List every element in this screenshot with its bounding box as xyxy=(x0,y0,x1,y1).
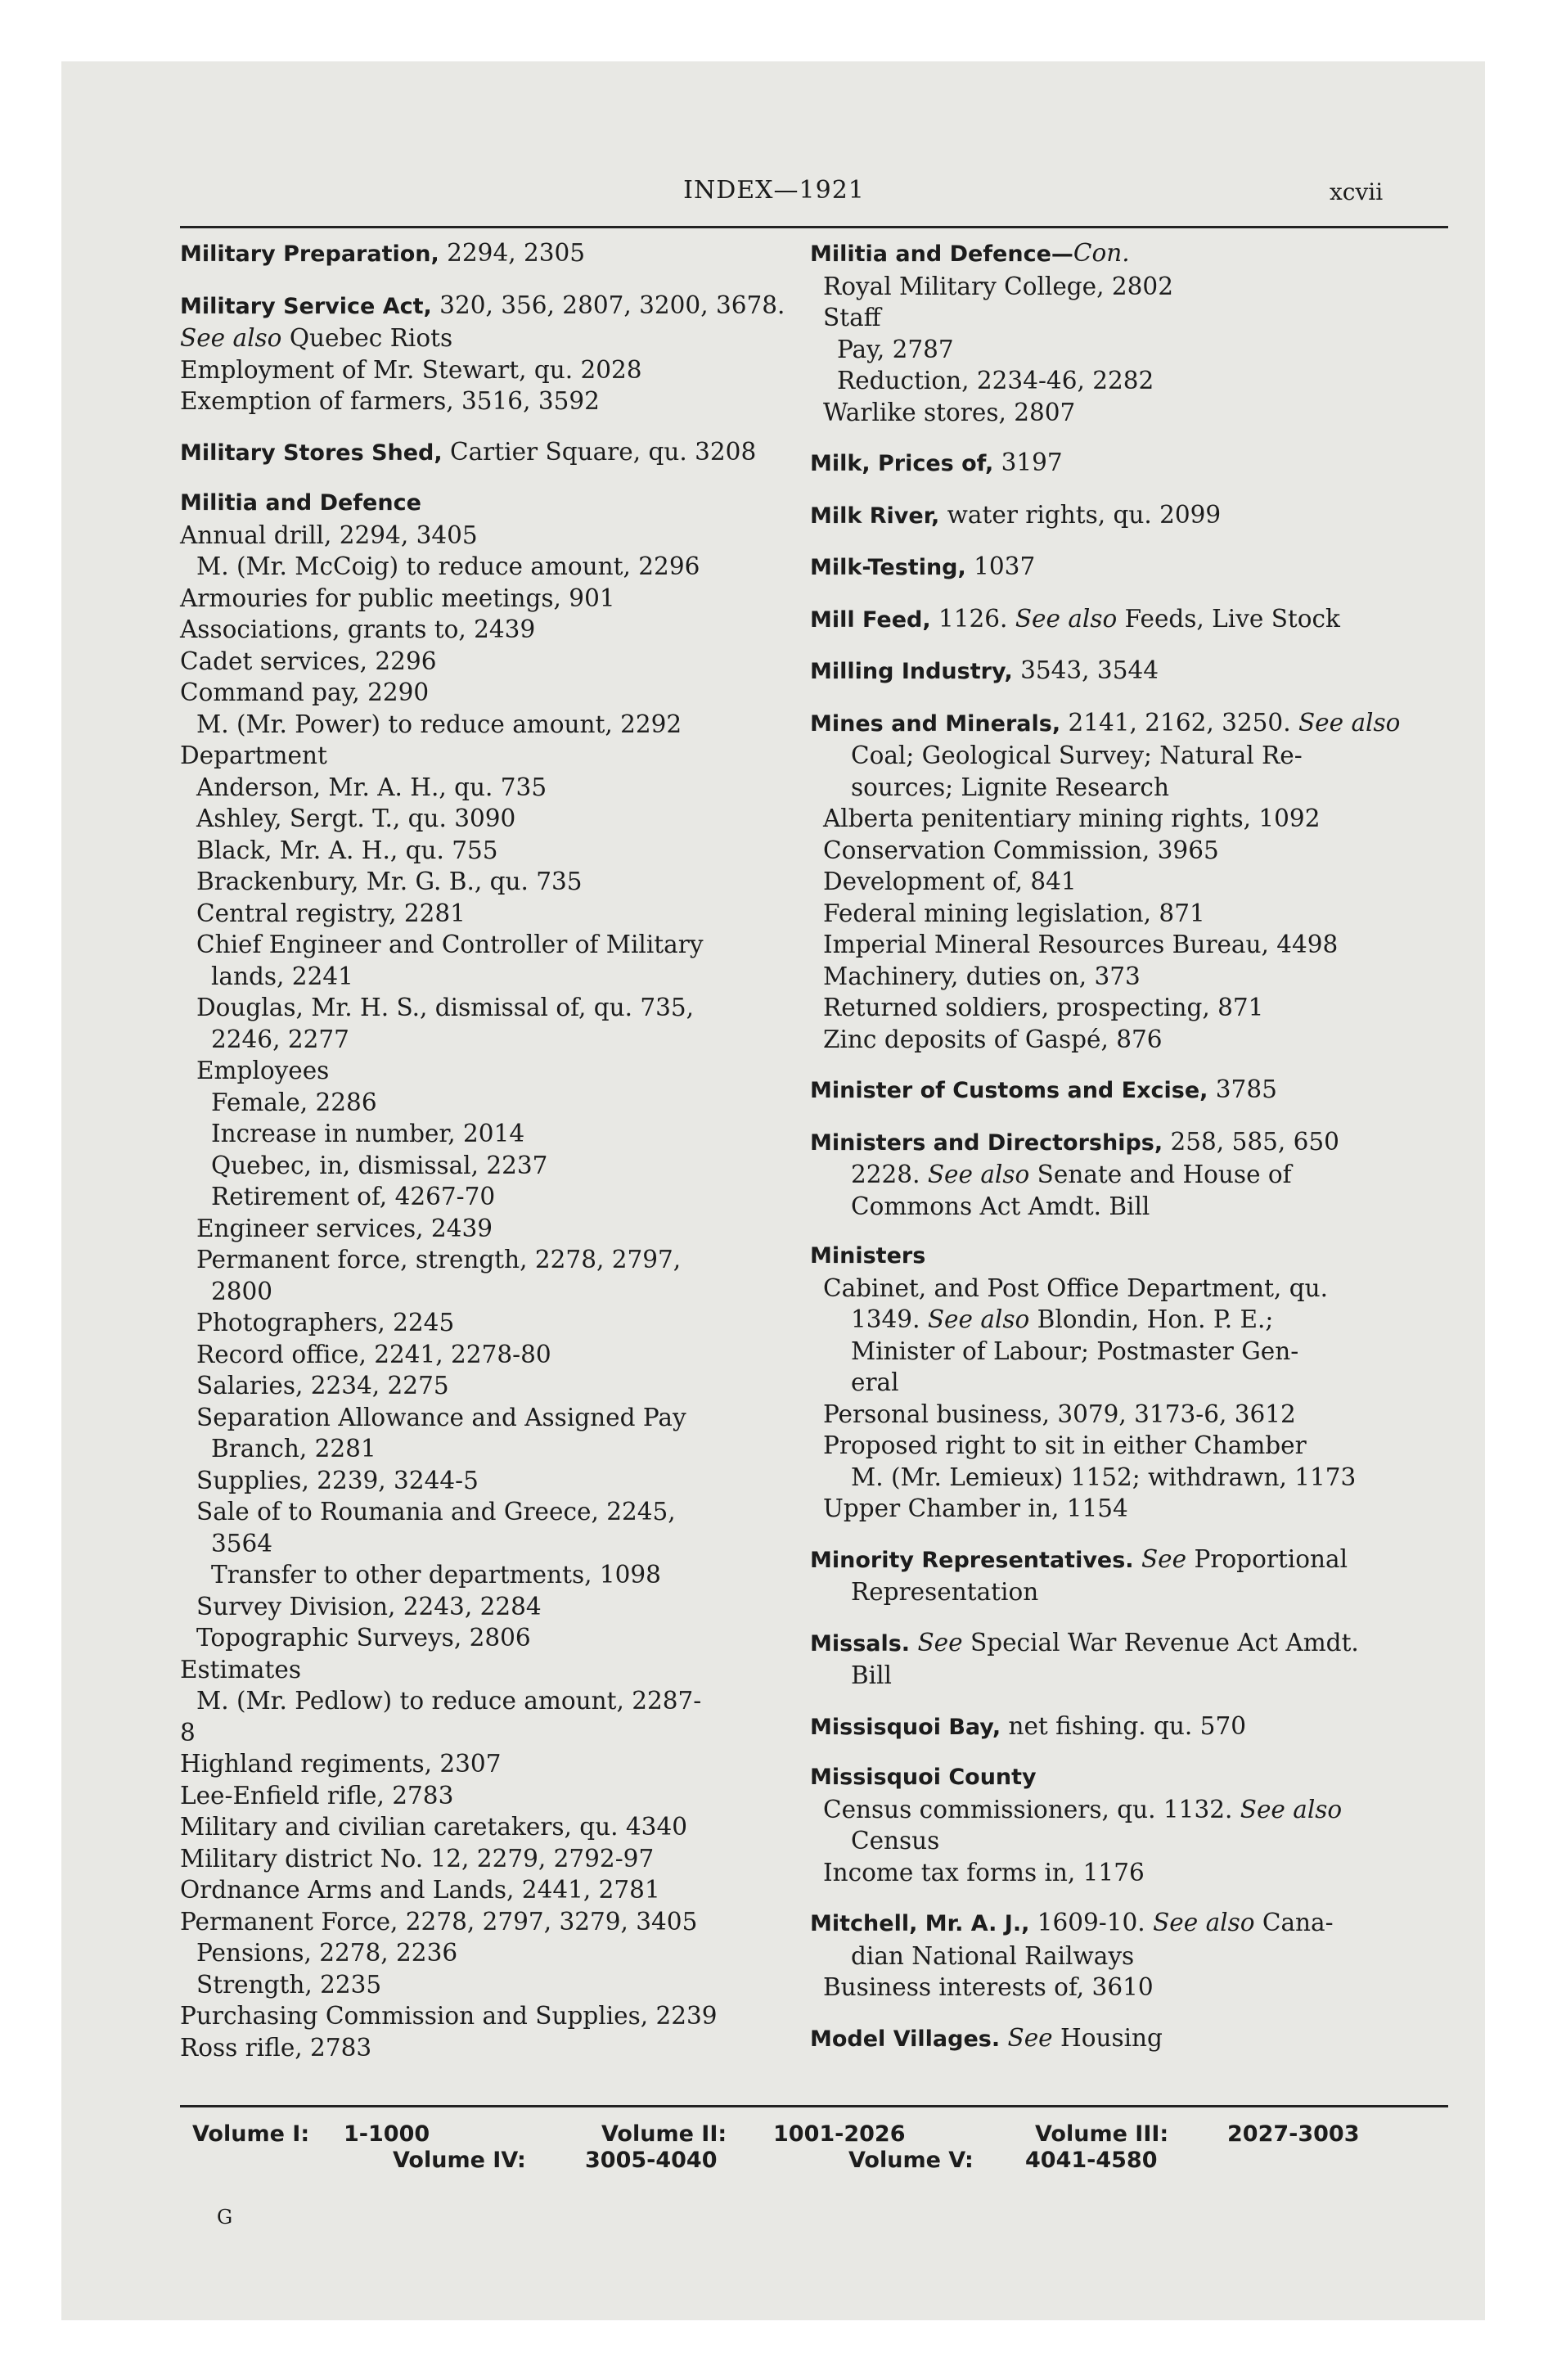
entry-text: Estimates xyxy=(180,1655,301,1684)
index-entry xyxy=(810,1241,1415,1525)
sub-entry xyxy=(180,1528,777,1560)
entry-text: Reduction, 2234-46, 2282 xyxy=(837,367,1154,394)
sub-entry xyxy=(180,1024,777,1056)
sub-entry xyxy=(810,271,1415,303)
entry-text: Staff xyxy=(823,304,881,331)
page-number: xcvii xyxy=(1330,178,1384,205)
entry-heading xyxy=(810,237,1415,271)
sub-entry xyxy=(180,1780,777,1812)
see-also: See xyxy=(1007,2023,1053,2052)
entry-text: M. (Mr. Power) to reduce amount, 2292 xyxy=(196,710,682,738)
entry-text: Supplies, 2239, 3244-5 xyxy=(196,1466,479,1494)
entry-text: lands, 2241 xyxy=(211,962,353,990)
sub-entry xyxy=(180,929,777,961)
sub-entry xyxy=(180,898,777,930)
see-also: See also xyxy=(1153,1909,1255,1936)
heading-refs: 1609-10. xyxy=(1029,1909,1154,1936)
sub-entry xyxy=(810,992,1415,1024)
sub-entry xyxy=(810,1857,1415,1889)
entry-text: Census xyxy=(851,1827,940,1855)
sub-entry xyxy=(810,1576,1415,1608)
heading-term: Military Stores Shed, xyxy=(180,439,443,466)
entry-text: Employment of Mr. Stewart, qu. 2028 xyxy=(180,355,642,384)
index-entry xyxy=(180,237,777,271)
entry-text: Warlike stores, 2807 xyxy=(823,398,1076,426)
entry-text: Highland regiments, 2307 xyxy=(180,1750,502,1778)
entry-text: Minister of Labour; Postmaster Gen- xyxy=(851,1336,1299,1365)
sub-entry xyxy=(810,1941,1415,1972)
entry-text: Bill xyxy=(851,1661,892,1689)
sub-entry xyxy=(810,1660,1415,1692)
see-also: See xyxy=(917,1628,963,1657)
sub-entry xyxy=(810,1367,1415,1399)
heading-refs: 2294, 2305 xyxy=(439,239,586,267)
entry-text: Cadet services, 2296 xyxy=(180,647,437,675)
sub-entry xyxy=(180,1244,777,1276)
heading-continued: Con. xyxy=(1073,239,1130,267)
heading-term: Military Preparation, xyxy=(180,241,439,267)
header-rule xyxy=(180,226,1448,228)
entry-text: Income tax forms in, 1176 xyxy=(823,1858,1145,1886)
heading-term: Military Service Act, xyxy=(180,293,432,319)
entry-text: Engineer services, 2439 xyxy=(196,1214,493,1242)
entry-text: Permanent Force, 2278, 2797, 3279, 3405 xyxy=(180,1907,698,1936)
index-entry xyxy=(810,447,1415,480)
heading-refs: Cana- xyxy=(1254,1909,1334,1936)
entry-text: Personal business, 3079, 3173-6, 3612 xyxy=(823,1400,1296,1428)
heading-term: Missals. xyxy=(810,1630,911,1657)
entry-text: Military district No. 12, 2279, 2792-97 xyxy=(180,1844,655,1873)
entry-heading xyxy=(810,1627,1415,1661)
heading-refs: 258, 585, 650 xyxy=(1163,1127,1339,1156)
heading-term: Model Villages. xyxy=(810,2026,1001,2052)
heading-term: Militia and Defence xyxy=(180,490,421,516)
entry-heading xyxy=(810,603,1415,637)
entry-text: Survey Division, 2243, 2284 xyxy=(196,1592,542,1620)
heading-term: Milk, Prices of, xyxy=(810,451,994,476)
entry-text: Upper Chamber in, 1154 xyxy=(823,1494,1128,1522)
entry-text: Ashley, Sergt. T., qu. 3090 xyxy=(196,805,516,832)
sub-entry xyxy=(180,1906,777,1938)
index-entry xyxy=(810,1074,1415,1107)
heading-refs: 3785 xyxy=(1208,1075,1277,1103)
heading-refs xyxy=(1134,1545,1141,1573)
volume-4-label: Volume IV: xyxy=(393,2148,526,2173)
heading-term: Ministers and Directorships, xyxy=(810,1129,1163,1156)
entry-heading xyxy=(180,237,777,271)
entry-text: eral xyxy=(851,1368,899,1396)
signature-mark: G xyxy=(217,2206,233,2229)
volume-3-label: Volume III: xyxy=(1035,2121,1169,2147)
sub-entry xyxy=(180,354,777,386)
sub-entry xyxy=(180,803,777,835)
entry-text: Douglas, Mr. H. S., dismissal of, qu. 735, xyxy=(196,994,695,1021)
index-entry xyxy=(810,1711,1415,1744)
index-entry xyxy=(810,499,1415,533)
sub-entry xyxy=(810,866,1415,898)
page-title: INDEX—1921 xyxy=(683,176,865,205)
index-entry xyxy=(810,707,1415,1056)
sub-entry xyxy=(810,1304,1415,1336)
entry-text: Pensions, 2278, 2236 xyxy=(196,1939,458,1967)
sub-entry xyxy=(180,992,777,1024)
entry-heading xyxy=(810,1241,1415,1273)
sub-entry xyxy=(810,1273,1415,1305)
sub-entry xyxy=(180,1087,777,1119)
heading-refs: 3543, 3544 xyxy=(1012,656,1159,684)
sub-entry xyxy=(180,322,777,354)
entry-text: Purchasing Commission and Supplies, 2239 xyxy=(180,2002,718,2030)
entry-text: Permanent force, strength, 2278, 2797, xyxy=(196,1246,682,1273)
sub-entry xyxy=(810,334,1415,366)
sub-entry xyxy=(180,1213,777,1245)
heading-term: Mill Feed, xyxy=(810,606,931,633)
heading-refs: 1126. xyxy=(930,604,1015,633)
sub-entry xyxy=(810,1794,1415,1826)
see-also: See xyxy=(1141,1544,1187,1573)
see-also: See also xyxy=(1015,604,1118,633)
volume-4-range: 3005-4040 xyxy=(585,2148,718,2173)
heading-refs: 2141, 2162, 3250. xyxy=(1060,708,1298,737)
sub-entry xyxy=(810,929,1415,961)
entry-text: Alberta penitentiary mining rights, 1092 xyxy=(823,805,1321,832)
entry-text: dian National Railways xyxy=(851,1941,1135,1970)
entry-text: Sale of to Roumania and Greece, 2245, xyxy=(196,1498,676,1526)
entry-text: Commons Act Amdt. Bill xyxy=(851,1192,1150,1220)
entry-text: 2246, 2277 xyxy=(211,1025,349,1053)
sub-entry xyxy=(180,1937,777,1969)
sub-entry xyxy=(180,740,777,772)
entry-text: Retirement of, 4267-70 xyxy=(211,1183,496,1210)
heading-refs: Proportional xyxy=(1186,1544,1348,1573)
entry-text: Topographic Surveys, 2806 xyxy=(196,1624,531,1652)
sub-entry xyxy=(180,677,777,709)
sub-entry xyxy=(180,1559,777,1591)
sub-entry xyxy=(810,302,1415,334)
sub-entry xyxy=(180,1276,777,1308)
entry-heading xyxy=(180,290,785,323)
sub-entry xyxy=(180,551,777,583)
entry-text: Development of, 841 xyxy=(823,868,1077,895)
entry-text: Command pay, 2290 xyxy=(180,678,430,706)
sub-entry xyxy=(180,1307,777,1339)
sub-entry xyxy=(180,1622,777,1654)
heading-term: Ministers xyxy=(810,1243,926,1269)
entry-heading xyxy=(810,655,1415,688)
volume-1-label: Volume I: xyxy=(192,2121,310,2147)
sub-entry xyxy=(810,1159,1415,1191)
entry-text: Representation xyxy=(851,1578,1039,1606)
entry-text: Proposed right to sit in either Chamber xyxy=(823,1431,1307,1459)
index-entry xyxy=(810,237,1415,428)
entry-text: M. (Mr. Pedlow) to reduce amount, 2287- xyxy=(196,1687,702,1715)
entry-heading xyxy=(810,1711,1415,1744)
sub-entry xyxy=(180,961,777,993)
sub-entry xyxy=(180,1843,777,1875)
sub-entry xyxy=(180,709,777,741)
volume-1-range: 1-1000 xyxy=(344,2121,430,2147)
sub-entry xyxy=(180,2032,777,2064)
footer-rule xyxy=(180,2105,1448,2107)
index-entry xyxy=(810,603,1415,637)
index-entry xyxy=(180,290,785,417)
sub-entry xyxy=(810,1399,1415,1431)
entry-text: Associations, grants to, 2439 xyxy=(180,615,536,643)
sub-entry xyxy=(180,1748,777,1780)
heading-term: Militia and Defence— xyxy=(810,241,1073,267)
see-also: See also xyxy=(1240,1795,1343,1823)
sub-entry xyxy=(180,2000,777,2032)
sub-entry xyxy=(180,520,777,552)
entry-text: Business interests of, 3610 xyxy=(823,1973,1154,2001)
entry-text: Lee-Enfield rifle, 2783 xyxy=(180,1781,454,1810)
sub-entry xyxy=(810,397,1415,429)
entry-heading xyxy=(810,1762,1415,1794)
sub-entry xyxy=(180,614,777,646)
index-entry xyxy=(810,551,1415,584)
entry-heading xyxy=(180,436,777,470)
entry-heading xyxy=(810,499,1415,533)
entry-text: Coal; Geological Survey; Natural Re- xyxy=(851,741,1303,769)
heading-term: Mines and Minerals, xyxy=(810,710,1061,737)
entry-text: 8 xyxy=(180,1718,196,1747)
sub-entry xyxy=(810,1493,1415,1525)
entry-text: Employees xyxy=(196,1057,330,1084)
entry-text: Machinery, duties on, 373 xyxy=(823,962,1141,990)
sub-entry xyxy=(180,1874,777,1906)
sub-entry xyxy=(180,1118,777,1150)
entry-text: Anderson, Mr. A. H., qu. 735 xyxy=(196,773,547,801)
entry-text: M. (Mr. McCoig) to reduce amount, 2296 xyxy=(196,552,700,580)
sub-entry xyxy=(810,1191,1415,1223)
entry-text: Ross rifle, 2783 xyxy=(180,2033,372,2062)
sub-entry xyxy=(180,1181,777,1213)
sub-entry xyxy=(810,1462,1415,1494)
index-entry xyxy=(810,1627,1415,1692)
see-also: See also xyxy=(180,324,282,352)
entry-text: Returned soldiers, prospecting, 871 xyxy=(823,994,1264,1021)
entry-text: M. (Mr. Lemieux) 1152; withdrawn, 1173 xyxy=(851,1463,1357,1491)
index-entry xyxy=(810,1544,1415,1608)
sub-entry xyxy=(810,1972,1415,2004)
entry-text: Annual drill, 2294, 3405 xyxy=(180,521,478,549)
entry-text: Royal Military College, 2802 xyxy=(823,272,1173,300)
entry-text: 1349. xyxy=(851,1305,928,1333)
entry-text: Exemption of farmers, 3516, 3592 xyxy=(180,387,600,415)
sub-entry xyxy=(180,385,777,417)
sub-entry xyxy=(810,740,1415,772)
entry-heading xyxy=(810,1907,1415,1941)
volume-2-label: Volume II: xyxy=(601,2121,727,2147)
entry-text: Record office, 2241, 2278-80 xyxy=(196,1340,551,1368)
sub-entry xyxy=(810,898,1415,930)
entry-text: Transfer to other departments, 1098 xyxy=(211,1561,661,1589)
sub-entry xyxy=(180,1339,777,1371)
heading-term: Milling Industry, xyxy=(810,659,1013,684)
index-entry xyxy=(810,1762,1415,1888)
sub-entry xyxy=(810,1430,1415,1462)
heading-term: Missisquoi Bay, xyxy=(810,1714,1001,1740)
entry-text: Central registry, 2281 xyxy=(196,899,466,927)
heading-refs: 320, 356, 2807, 3200, 3678. xyxy=(431,291,785,319)
index-entry xyxy=(810,1907,1415,2004)
entry-text: Senate and House of xyxy=(1029,1161,1292,1188)
heading-refs: 3197 xyxy=(993,449,1063,476)
heading-refs: 1037 xyxy=(965,552,1036,580)
sub-entry xyxy=(810,772,1415,804)
see-also: See also xyxy=(927,1161,1030,1188)
heading-term: Minority Representatives. xyxy=(810,1547,1134,1573)
sub-entry xyxy=(180,1811,777,1843)
sub-entry xyxy=(180,866,777,898)
sub-entry xyxy=(180,1717,777,1749)
sub-entry xyxy=(810,803,1415,835)
heading-refs: Housing xyxy=(1052,2023,1163,2052)
volume-5-range: 4041-4580 xyxy=(1025,2148,1158,2173)
index-entry xyxy=(810,1126,1415,1223)
entry-text: 3564 xyxy=(211,1529,273,1557)
sub-entry xyxy=(810,1336,1415,1368)
sub-entry xyxy=(180,1465,777,1497)
entry-text: Conservation Commission, 3965 xyxy=(823,836,1219,864)
sub-entry xyxy=(810,365,1415,397)
sub-entry xyxy=(180,1654,777,1686)
index-column-left xyxy=(180,237,785,2082)
entry-text: Zinc deposits of Gaspé, 876 xyxy=(823,1025,1163,1053)
entry-text: Photographers, 2245 xyxy=(196,1309,455,1336)
entry-text: Branch, 2281 xyxy=(211,1435,376,1463)
sub-entry xyxy=(180,1433,777,1465)
sub-entry xyxy=(810,1825,1415,1857)
heading-refs: water rights, qu. 2099 xyxy=(939,500,1222,529)
heading-term: Milk River, xyxy=(810,503,940,529)
entry-text: Black, Mr. A. H., qu. 755 xyxy=(196,836,498,864)
index-entry xyxy=(180,488,777,2063)
see-also: See also xyxy=(927,1305,1030,1333)
sub-entry xyxy=(180,1402,777,1434)
entry-text: Federal mining legislation, 871 xyxy=(823,899,1205,927)
volume-5-label: Volume V: xyxy=(848,2148,974,2173)
entry-text: Cabinet, and Post Office Department, qu. xyxy=(823,1273,1328,1302)
sub-entry xyxy=(180,583,777,615)
sub-entry xyxy=(180,1969,777,2001)
entry-heading xyxy=(810,551,1415,584)
entry-heading xyxy=(810,1544,1415,1577)
entry-text: Salaries, 2234, 2275 xyxy=(196,1372,449,1400)
sub-entry xyxy=(180,1055,777,1087)
entry-heading xyxy=(810,1126,1415,1160)
sub-entry xyxy=(180,1685,777,1717)
sub-entry xyxy=(180,772,777,804)
entry-text: Armouries for public meetings, 901 xyxy=(180,584,615,612)
sub-entry xyxy=(180,835,777,867)
heading-refs: Special War Revenue Act Amdt. xyxy=(962,1628,1359,1657)
entry-refs: Quebec Riots xyxy=(281,324,453,352)
heading-term: Milk-Testing, xyxy=(810,555,966,580)
entry-text: Brackenbury, Mr. G. B., qu. 735 xyxy=(196,868,583,895)
sub-entry xyxy=(180,646,777,678)
sub-entry xyxy=(810,1024,1415,1056)
heading-refs: Cartier Square, qu. 3208 xyxy=(442,437,757,466)
sub-entry xyxy=(180,1591,777,1623)
entry-text: Imperial Mineral Resources Bureau, 4498 xyxy=(823,931,1339,958)
entry-text: Female, 2286 xyxy=(211,1088,377,1116)
heading-term: Minister of Customs and Excise, xyxy=(810,1078,1208,1103)
entry-text: Chief Engineer and Controller of Military xyxy=(196,931,704,958)
entry-heading xyxy=(810,2022,1415,2056)
sub-entry xyxy=(810,961,1415,993)
entry-heading xyxy=(180,488,777,520)
sub-entry xyxy=(180,1496,777,1528)
heading-term: Missisquoi County xyxy=(810,1765,1037,1790)
entry-text: Blondin, Hon. P. E.; xyxy=(1029,1305,1274,1333)
entry-text: Pay, 2787 xyxy=(837,335,954,363)
heading-refs: Feeds, Live Stock xyxy=(1117,604,1340,633)
entry-heading xyxy=(810,707,1415,741)
volume-3-range: 2027-3003 xyxy=(1227,2121,1360,2147)
entry-text: Census commissioners, qu. 1132. xyxy=(823,1795,1240,1823)
volume-2-range: 1001-2026 xyxy=(773,2121,906,2147)
entry-text: Strength, 2235 xyxy=(196,1970,382,1999)
entry-text: Military and civilian caretakers, qu. 4340 xyxy=(180,1813,687,1841)
entry-text: Department xyxy=(180,741,327,769)
index-entry xyxy=(810,655,1415,688)
entry-heading xyxy=(810,447,1415,480)
index-column-right xyxy=(810,237,1415,2074)
index-entry xyxy=(180,436,777,470)
entry-text: Quebec, in, dismissal, 2237 xyxy=(211,1151,548,1179)
entry-text: sources; Lignite Research xyxy=(851,773,1169,801)
entry-text: Separation Allowance and Assigned Pay xyxy=(196,1403,686,1431)
entry-text: 2800 xyxy=(211,1277,273,1305)
sub-entry xyxy=(180,1150,777,1182)
heading-term: Mitchell, Mr. A. J., xyxy=(810,1911,1030,1936)
see-also: See also xyxy=(1298,708,1401,737)
entry-text: Ordnance Arms and Lands, 2441, 2781 xyxy=(180,1876,660,1904)
entry-text: Increase in number, 2014 xyxy=(211,1120,525,1147)
heading-refs: net fishing. qu. 570 xyxy=(1001,1711,1246,1740)
entry-text: 2228. xyxy=(851,1161,928,1188)
sub-entry xyxy=(810,835,1415,867)
index-entry xyxy=(810,2022,1415,2056)
sub-entry xyxy=(180,1370,777,1402)
entry-heading xyxy=(810,1074,1415,1107)
